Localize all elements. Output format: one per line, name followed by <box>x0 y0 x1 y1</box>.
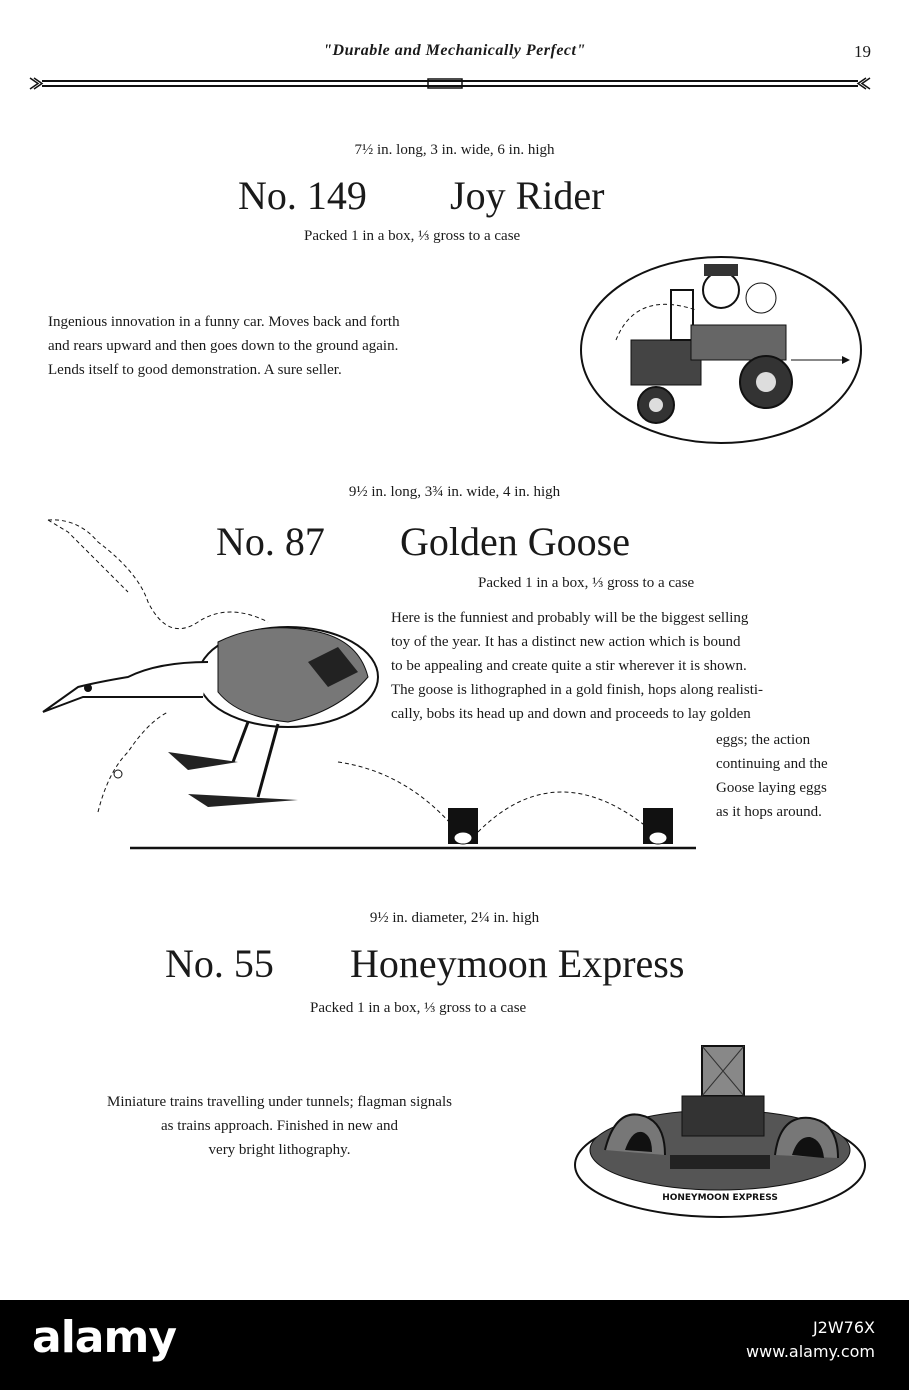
honeymoon-express-dimensions: 9½ in. diameter, 2¼ in. high <box>369 910 540 926</box>
joy-rider-dimensions: 7½ in. long, 3 in. wide, 6 in. high <box>354 142 555 158</box>
joy-rider-desc-line: Ingenious innovation in a funny car. Moves back and forth <box>48 314 400 330</box>
running-header: "Durable and Mechanically Perfect" <box>323 42 586 59</box>
honeymoon-express-desc-line: very bright lithography. <box>208 1142 351 1158</box>
golden-goose-desc-line: The goose is lithographed in a gold finish, hops along realisti- <box>391 682 764 698</box>
golden-goose-desc-line: eggs; the action <box>716 732 811 748</box>
golden-goose-desc-line: as it hops around. <box>716 804 822 820</box>
joy-rider-number: No. 149 <box>238 173 367 218</box>
golden-goose-desc-line: continuing and the <box>716 756 828 772</box>
honeymoon-express-lettering: HONEYMOON EXPRESS <box>662 1193 778 1203</box>
golden-goose-number: No. 87 <box>216 519 325 564</box>
golden-goose-desc-line: toy of the year. It has a distinct new action which is bound <box>391 634 741 650</box>
honeymoon-express-description <box>52 1090 507 1162</box>
honeymoon-express-packed: Packed 1 in a box, ⅓ gross to a case <box>310 1000 527 1016</box>
golden-goose-dimensions: 9½ in. long, 3¾ in. wide, 4 in. high <box>348 484 561 500</box>
alamy-logo: alamy <box>32 1312 176 1363</box>
joy-rider-desc-line: Lends itself to good demonstration. A sure seller. <box>48 362 342 378</box>
joy-rider-name: Joy Rider <box>450 173 605 218</box>
golden-goose-description-continued <box>716 728 828 824</box>
joy-rider-packed: Packed 1 in a box, ⅓ gross to a case <box>304 228 521 244</box>
image-id: J2W76X <box>812 1318 875 1337</box>
honeymoon-express-name: Honeymoon Express <box>350 941 685 986</box>
golden-goose-name: Golden Goose <box>400 519 630 564</box>
image-id-block <box>746 1316 875 1364</box>
golden-goose-desc-line: cally, bobs its head up and down and proceeds to lay golden <box>391 706 751 722</box>
golden-goose-packed: Packed 1 in a box, ⅓ gross to a case <box>478 575 695 591</box>
ornamental-rule <box>28 74 872 94</box>
golden-goose-illustration <box>38 512 698 854</box>
joy-rider-desc-line: and rears upward and then goes down to the ground again. <box>48 338 399 354</box>
site-url: www.alamy.com <box>746 1342 875 1361</box>
joy-rider-illustration <box>576 250 866 450</box>
page-number: 19 <box>854 42 871 61</box>
golden-goose-desc-line: to be appealing and create quite a stir wherever it is shown. <box>391 658 747 674</box>
golden-goose-desc-line: Goose laying eggs <box>716 780 827 796</box>
joy-rider-description <box>48 310 400 382</box>
honeymoon-express-desc-line: as trains approach. Finished in new and <box>160 1118 399 1134</box>
honeymoon-express-illustration <box>570 1040 870 1220</box>
honeymoon-express-number: No. 55 <box>165 941 274 986</box>
golden-goose-desc-line: Here is the funniest and probably will be the biggest selling <box>391 610 749 626</box>
honeymoon-express-desc-line: Miniature trains travelling under tunnels; flagman signals <box>107 1094 452 1110</box>
